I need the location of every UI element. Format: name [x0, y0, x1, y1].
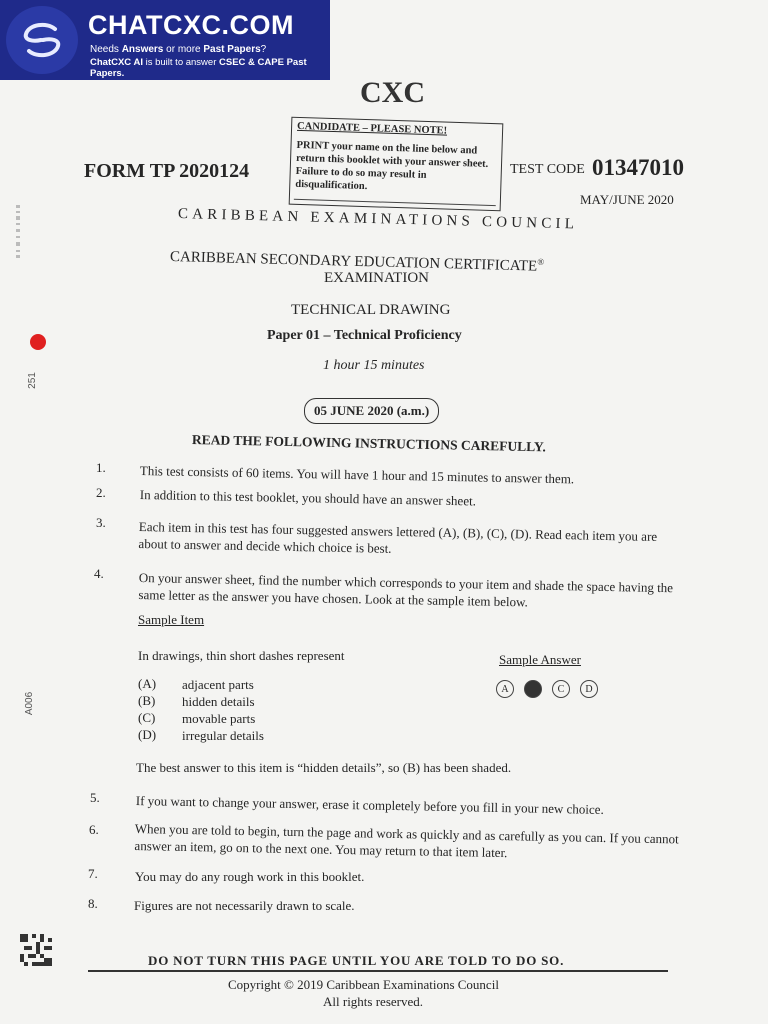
exam-session: MAY/JUNE 2020 — [580, 192, 674, 207]
option-letter: (A) — [138, 676, 157, 691]
sample-item-heading: Sample Item — [138, 612, 205, 627]
instruction-number: 1. — [96, 460, 106, 475]
instruction-text: This test consists of 60 items. You will have 1 hour and 15 minutes to answer them. — [139, 462, 575, 487]
instruction-text: When you are told to begin, turn the page and work as quickly and as carefully as you can. If you cannot answer an item, go on to the next one. You may return to that item later. — [134, 820, 679, 861]
instructions-heading: READ THE FOLLOWING INSTRUCTIONS CAREFULLY. — [191, 432, 547, 455]
instruction-number: 5. — [90, 790, 100, 805]
cxc-crest-icon — [356, 72, 426, 122]
banner-tagline: Needs Answers or more Past Papers? — [90, 44, 267, 55]
test-code-value: 01347010 — [592, 155, 684, 180]
instruction-text: If you want to change your answer, erase it completely before you fill in your new choice. — [135, 792, 604, 817]
chatcxc-banner[interactable] — [0, 0, 330, 80]
answer-bubble-d: D — [580, 680, 598, 698]
qr-code-icon — [20, 934, 52, 966]
option-letter: (C) — [138, 710, 156, 725]
exam-duration: 1 hour 15 minutes — [323, 358, 425, 373]
instruction-number: 3. — [96, 515, 106, 530]
subject-title: TECHNICAL DRAWING — [291, 302, 451, 318]
instruction-text: Figures are not necessarily drawn to scale. — [134, 898, 355, 913]
instruction-number: 7. — [88, 866, 98, 881]
sample-question: In drawings, thin short dashes represent — [138, 648, 345, 663]
option-text: movable parts — [182, 711, 256, 726]
test-code-label: TEST CODE — [510, 162, 585, 177]
instruction-number: 8. — [88, 896, 98, 911]
form-code: FORM TP 2020124 — [84, 160, 250, 182]
certificate-title: CARIBBEAN SECONDARY EDUCATION CERTIFICATE® — [169, 249, 545, 275]
candidate-note-body: PRINT your name on the line below and return this booklet with your answer sheet. Failure to do so may result in disqualification. — [295, 139, 489, 193]
footer-warning: DO NOT TURN THIS PAGE UNTIL YOU ARE TOLD TO DO SO. — [148, 953, 565, 968]
option-text: hidden details — [182, 694, 255, 709]
copyright-notice: Copyright © 2019 Caribbean Examinations Council — [228, 977, 499, 992]
paper-title: Paper 01 – Technical Proficiency — [267, 328, 462, 343]
answer-bubble-a: A — [496, 680, 514, 698]
margin-side-code: A006 — [24, 691, 36, 716]
answer-bubble-c: C — [552, 680, 570, 698]
rights-notice: All rights reserved. — [323, 994, 424, 1009]
instruction-number: 2. — [96, 485, 106, 500]
banner-subtagline: ChatCXC AI is built to answer CSEC & CAPE Past Papers. — [90, 57, 307, 79]
registered-mark: ® — [537, 256, 545, 267]
sample-answer-label: Sample Answer — [499, 652, 581, 667]
crest-letters: CXC — [360, 76, 425, 109]
margin-page-code: 251 — [26, 372, 38, 389]
option-letter: (D) — [138, 727, 157, 742]
council-name: CARIBBEAN EXAMINATIONS COUNCIL — [177, 206, 579, 233]
option-text: adjacent parts — [182, 677, 254, 692]
banner-brand: CHATCXC.COM — [88, 10, 294, 40]
candidate-note-heading: CANDIDATE – PLEASE NOTE! — [296, 120, 448, 137]
instruction-number: 4. — [94, 566, 104, 581]
instruction-text: In addition to this test booklet, you should have an answer sheet. — [139, 486, 477, 509]
chatcxc-logo-icon — [6, 6, 78, 74]
candidate-note-box — [289, 117, 504, 212]
vertical-barcode-icon — [14, 205, 22, 260]
instruction-text: You may do any rough work in this booklet. — [135, 869, 365, 884]
option-letter: (B) — [138, 693, 156, 708]
red-dot-mark — [30, 334, 46, 350]
certificate-subtitle: EXAMINATION — [324, 270, 429, 286]
instruction-number: 6. — [89, 822, 99, 837]
sample-explanation: The best answer to this item is “hidden details”, so (B) has been shaded. — [136, 760, 512, 775]
exam-day-badge: 05 JUNE 2020 (a.m.) — [304, 398, 439, 424]
instruction-text: On your answer sheet, find the number which corresponds to your item and shade the space having the same letter as the answer you have chosen. Look at the sample item below. — [138, 569, 674, 610]
instruction-text: Each item in this test has four suggested answers lettered (A), (B), (C), (D). Read each item you are about to answer and decide which choice is best. — [138, 518, 658, 556]
footer-rule — [88, 970, 668, 972]
option-text: irregular details — [182, 728, 264, 743]
candidate-name-line — [294, 199, 496, 206]
answer-bubble-b-shaded — [524, 680, 542, 698]
